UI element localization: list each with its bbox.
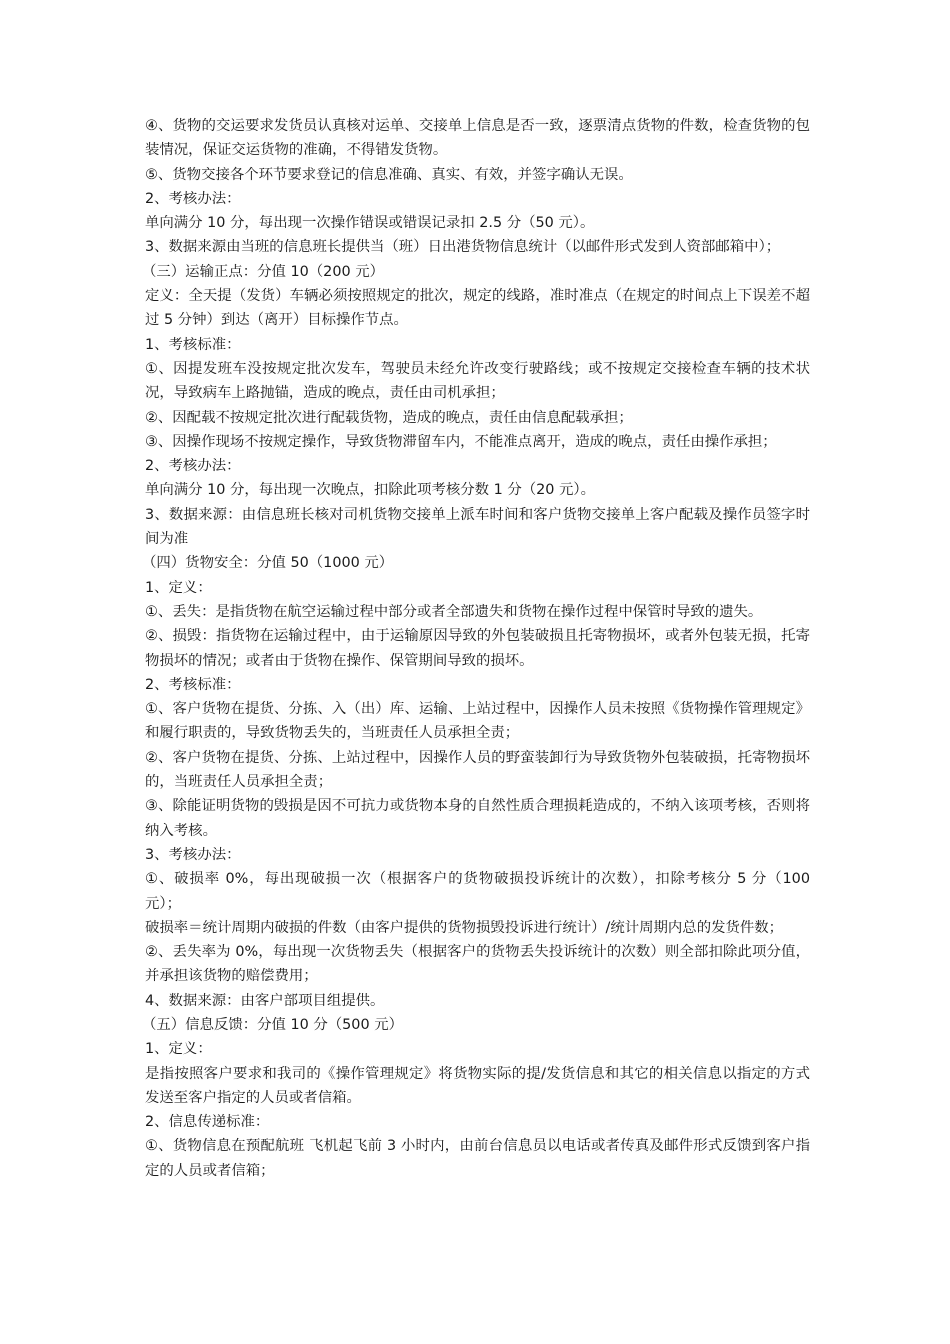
paragraph: ④、货物的交运要求发货员认真核对运单、交接单上信息是否一致，逐票清点货物的件数，检查货物的包装情况，保证交运货物的准确，不得错发货物。 (145, 118, 810, 159)
paragraph: 单向满分 10 分，每出现一次晚点，扣除此项考核分数 1 分（20 元）。 (145, 482, 595, 499)
paragraph: ②、损毁：指货物在运输过程中，由于运输原因导致的外包装破损且托寄物损坏，或者外包装无损，托寄物损坏的情况；或者由于货物在操作、保管期间导致的损坏。 (145, 628, 810, 669)
paragraph: ①、客户货物在提货、分拣、入（出）库、运输、上站过程中，因操作人员未按照《货物操作管理规定》和履行职责的，导致货物丢失的，当班责任人员承担全责； (145, 701, 810, 742)
paragraph: 4、数据来源：由客户部项目组提供。 (145, 992, 385, 1009)
paragraph-heading: 3、考核办法： (145, 846, 241, 863)
paragraph: ②、丢失率为 0%，每出现一次货物丢失（根据客户的货物丢失投诉统计的次数）则全部扣除此项分值，并承担该货物的赔偿费用； (145, 944, 810, 985)
section-heading: （五）信息反馈：分值 10 分（500 元） (142, 1016, 403, 1033)
paragraph-heading: 1、定义： (145, 579, 212, 596)
paragraph: ①、货物信息在预配航班 飞机起飞前 3 小时内，由前台信息员以电话或者传真及邮件形式反馈到客户指定的人员或者信箱； (145, 1138, 810, 1179)
paragraph: ②、因配载不按规定批次进行配载货物，造成的晚点，责任由信息配载承担； (145, 409, 633, 426)
paragraph: ①、破损率 0%，每出现破损一次（根据客户的货物破损投诉统计的次数），扣除考核分 5 分（100 元）； (145, 871, 810, 912)
paragraph-heading: 2、考核标准： (145, 676, 241, 693)
paragraph: 定义：全天提（发货）车辆必须按照规定的批次，规定的线路，准时准点（在规定的时间点上下误差不超过 5 分钟）到达（离开）目标操作节点。 (145, 288, 810, 329)
section-heading: （四）货物安全：分值 50（1000 元） (142, 555, 394, 572)
paragraph: 3、数据来源由当班的信息班长提供当（班）日出港货物信息统计（以邮件形式发到人资部邮箱中）； (145, 239, 781, 256)
paragraph: 是指按照客户要求和我司的《操作管理规定》将货物实际的提/发货信息和其它的相关信息以指定的方式发送至客户指定的人员或者信箱。 (145, 1065, 810, 1106)
document-body (142, 114, 810, 1183)
paragraph: ⑤、货物交接各个环节要求登记的信息准确、真实、有效，并签字确认无误。 (145, 166, 633, 183)
paragraph-heading: 1、考核标准： (145, 336, 241, 353)
paragraph: ③、因操作现场不按规定操作，导致货物滞留车内，不能准点离开，造成的晚点，责任由操作承担； (145, 433, 777, 450)
paragraph: ①、丢失：是指货物在航空运输过程中部分或者全部遗失和货物在操作过程中保管时导致的遗失。 (145, 603, 763, 620)
paragraph: 3、数据来源：由信息班长核对司机货物交接单上派车时间和客户货物交接单上客户配载及操作员签字时间为准 (145, 506, 810, 548)
paragraph: 单向满分 10 分，每出现一次操作错误或错误记录扣 2.5 分（50 元）。 (145, 215, 595, 232)
paragraph: ②、客户货物在提货、分拣、上站过程中，因操作人员的野蛮装卸行为导致货物外包装破损，托寄物损坏的，当班责任人员承担全责； (145, 749, 810, 791)
paragraph-heading: 2、考核办法： (145, 458, 241, 475)
paragraph-heading: 2、信息传递标准： (145, 1114, 270, 1131)
paragraph-heading: 1、定义： (145, 1041, 212, 1058)
paragraph: ①、因提发班车没按规定批次发车，驾驶员未经允许改变行驶路线；或不按规定交接检查车辆的技术状况，导致病车上路抛锚，造成的晚点，责任由司机承担； (145, 360, 810, 402)
paragraph: ③、除能证明货物的毁损是因不可抗力或货物本身的自然性质合理损耗造成的，不纳入该项考核，否则将纳入考核。 (145, 798, 810, 839)
section-heading: （三）运输正点：分值 10（200 元） (142, 263, 385, 280)
paragraph: 破损率＝统计周期内破损的件数（由客户提供的货物损毁投诉进行统计）/统计周期内总的发货件数； (145, 919, 784, 936)
paragraph-heading: 2、考核办法： (145, 190, 241, 207)
